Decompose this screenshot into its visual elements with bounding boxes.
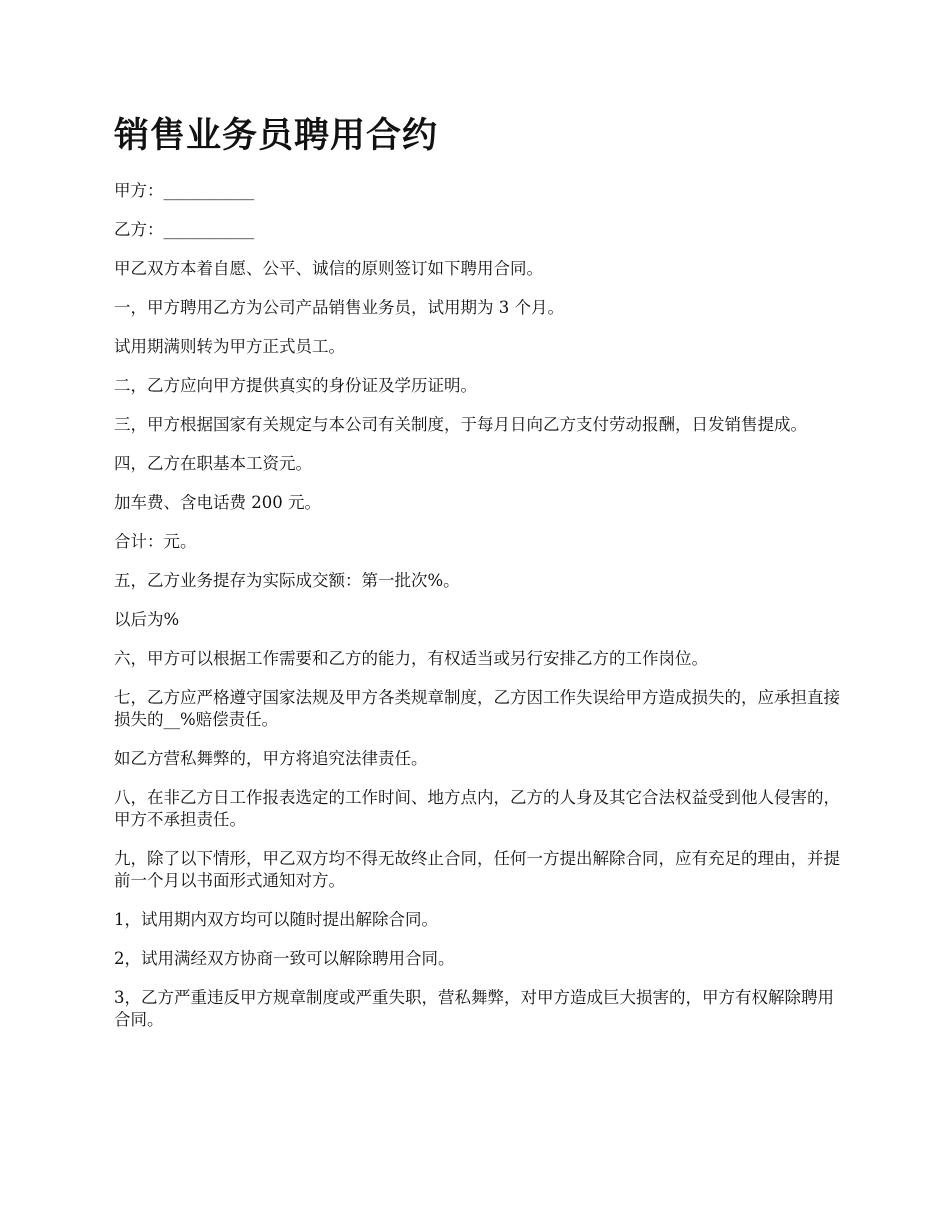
clause-9-item-1: 1，试用期内双方均可以随时提出解除合同。 [114,910,438,929]
clause-6: 六，甲方可以根据工作需要和乙方的能力，有权适当或另行安排乙方的工作岗位。 [114,649,708,668]
clause-7: 七，乙方应严格遵守国家法规及甲方各类规章制度，乙方因工作失误给甲方造成损失的，应承担直接损失的__%赔偿责任。 [114,688,840,729]
clause-1-note: 试用期满则转为甲方正式员工。 [114,337,345,356]
clause-5: 五，乙方业务提存为实际成交额：第一批次%。 [114,571,460,590]
clause-4-total: 合计：元。 [114,532,197,551]
clause-3: 三，甲方根据国家有关规定与本公司有关制度，于每月日向乙方支付劳动报酬，日发销售提成。 [114,415,807,434]
clause-9: 九，除了以下情形，甲乙双方均不得无故终止合同，任何一方提出解除合同，应有充足的理由，并提前一个月以书面形式通知对方。 [114,849,840,890]
clause-4: 四，乙方在职基本工资元。 [114,454,312,473]
clause-1: 一，甲方聘用乙方为公司产品销售业务员，试用期为 3 个月。 [114,298,564,317]
party-b-line: 乙方：___________ [114,220,255,239]
clause-9-item-2: 2，试用满经双方协商一致可以解除聘用合同。 [114,949,455,968]
document-page [114,112,844,1048]
clause-2: 二，乙方应向甲方提供真实的身份证及学历证明。 [114,376,477,395]
clause-5-later: 以后为% [114,610,180,629]
clause-8: 八，在非乙方日工作报表选定的工作时间、地方点内，乙方的人身及其它合法权益受到他人侵害的，甲方不承担责任。 [114,788,840,829]
party-a-line: 甲方：___________ [114,181,255,200]
preamble: 甲乙双方本着自愿、公平、诚信的原则签订如下聘用合同。 [114,259,543,278]
clause-4-allowance: 加车费、含电话费 200 元。 [114,493,321,512]
document-title: 销售业务员聘用合约 [114,115,439,156]
clause-9-item-3: 3，乙方严重违反甲方规章制度或严重失职，营私舞弊，对甲方造成巨大损害的，甲方有权解除聘用合同。 [114,988,834,1029]
clause-7-note: 如乙方营私舞弊的，甲方将追究法律责任。 [114,749,428,768]
